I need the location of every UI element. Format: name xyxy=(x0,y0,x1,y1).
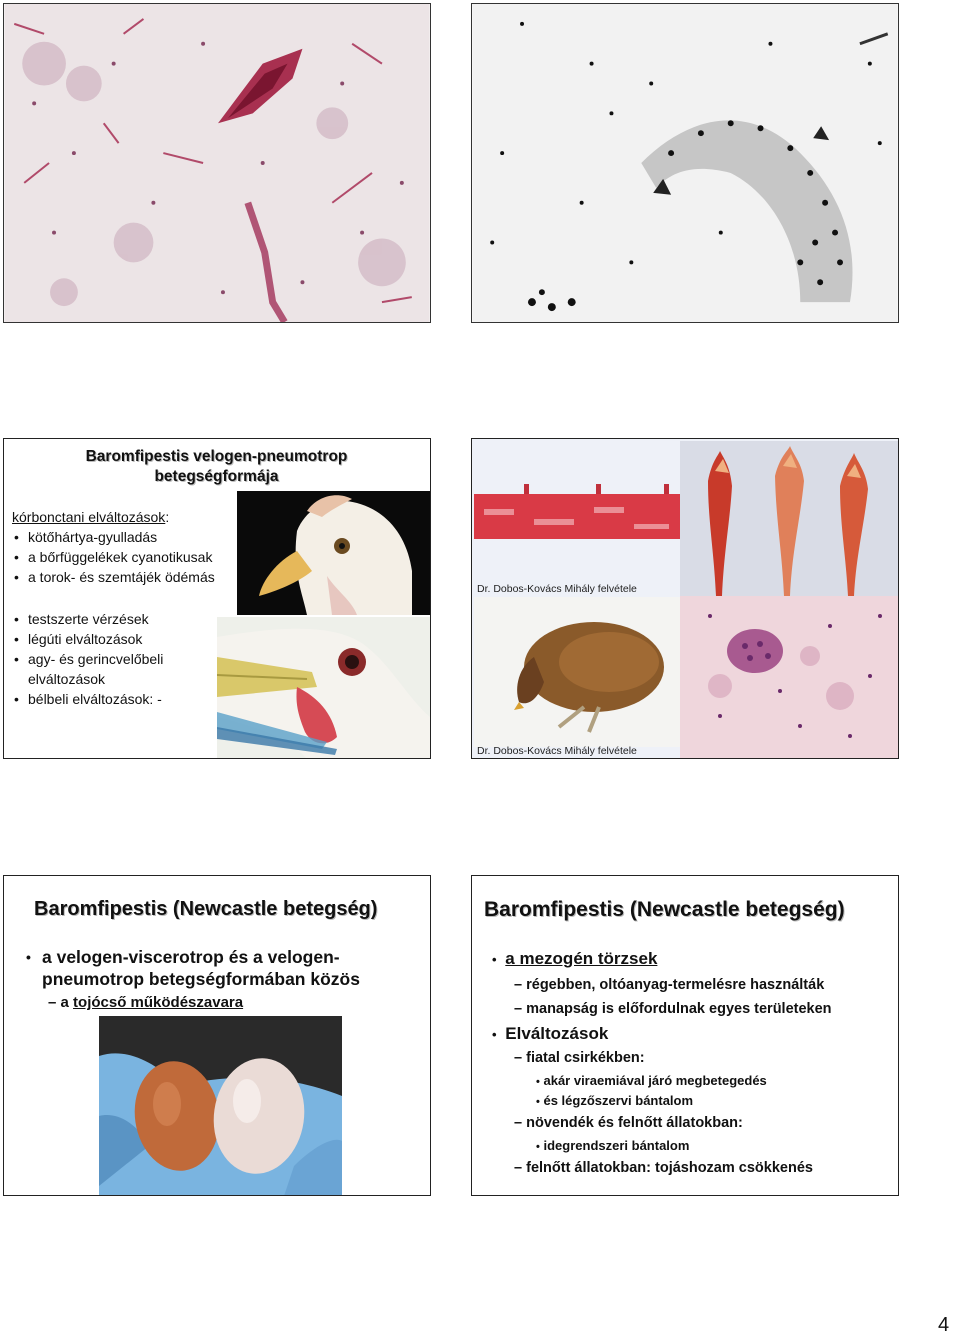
slide-5 xyxy=(471,875,899,1196)
list-item: • a torok- és szemtájék ödémás xyxy=(12,567,242,587)
list-item: • kötőhártya-gyulladás xyxy=(12,527,242,547)
bullet-dot: • xyxy=(536,1076,540,1088)
slide-3 xyxy=(471,438,899,759)
subhead-text: kórbonctani elváltozások xyxy=(12,509,166,525)
slide-2 xyxy=(3,438,431,759)
list-item: • agy- és gerincvelőbeli elváltozások xyxy=(12,649,212,689)
level1-elvaltozasok xyxy=(492,1024,608,1044)
level2-item xyxy=(514,1050,645,1066)
bullet-text: a velogen-viscerotrop és a velogen-pneumotrop betegségformában közös xyxy=(42,947,360,989)
slide-4-bullet xyxy=(26,946,431,990)
sick-chicken-photo xyxy=(474,597,680,747)
dash: – xyxy=(514,1050,523,1066)
subhead-line xyxy=(12,509,169,525)
list-item: • légúti elváltozások xyxy=(12,629,212,649)
level3-text: idegrendszeri bántalom xyxy=(543,1138,690,1153)
level1-mezogen xyxy=(492,949,657,969)
intestine-photo xyxy=(474,479,680,549)
chicken-head-swollen-photo xyxy=(217,617,430,759)
slide-4-subbullet xyxy=(48,994,243,1011)
bullet-dot: • xyxy=(492,952,497,967)
sub-underlined: tojócső működészavara xyxy=(73,994,244,1011)
slide-5-title: Baromfipestis (Newcastle betegség) xyxy=(484,898,845,921)
elvaltozasok-text: Elváltozások xyxy=(505,1024,609,1043)
slide-2-title: Baromfipestis velogen-pneumotrop betegségformája xyxy=(85,448,348,485)
slide-1 xyxy=(3,3,431,323)
dash: – xyxy=(514,977,523,993)
bullet-dot: • xyxy=(536,1096,540,1108)
level3-item xyxy=(536,1138,689,1153)
level2-item xyxy=(514,1001,832,1017)
dash: – xyxy=(48,994,57,1011)
level2-item xyxy=(514,977,824,993)
proventriculus-photo xyxy=(680,441,898,596)
level3-text: és légzőszervi bántalom xyxy=(543,1093,694,1108)
sub-prefix: a xyxy=(60,994,74,1011)
findings-list-b xyxy=(12,609,212,709)
dash: – xyxy=(514,1160,523,1176)
chicken-head-photo xyxy=(237,491,430,615)
page-number: 4 xyxy=(938,1314,950,1336)
level2-text: felnőtt állatokban: tojáshozam csökkenés xyxy=(526,1160,813,1176)
level2-text: manapság is előfordulnak egyes területeken xyxy=(526,1001,832,1017)
level2-text: növendék és felnőtt állatokban: xyxy=(526,1115,743,1131)
histology-image-bw-stain xyxy=(471,3,899,323)
slide-4 xyxy=(3,875,431,1196)
level2-item xyxy=(514,1115,743,1131)
level2-text: fiatal csirkékben: xyxy=(526,1050,645,1066)
eggs-photo xyxy=(99,1016,342,1196)
histology-image-brain xyxy=(680,596,898,758)
photo-credit-bottom: Dr. Dobos-Kovács Mihály felvétele xyxy=(477,745,637,757)
bullet-dot: • xyxy=(536,1141,540,1153)
dash: – xyxy=(514,1115,523,1131)
level2-text: régebben, oltóanyag-termelésre használták xyxy=(526,977,825,993)
mezogen-text: a mezogén törzsek xyxy=(505,949,658,968)
dash: – xyxy=(514,1001,523,1017)
histology-image-he-stain xyxy=(3,3,431,323)
level3-text: akár viraemiával járó megbetegedés xyxy=(543,1073,767,1088)
subhead-colon: : xyxy=(165,509,170,525)
bullet-dot: • xyxy=(26,949,31,965)
slide-4-title: Baromfipestis (Newcastle betegség) xyxy=(34,898,378,920)
bullet-dot: • xyxy=(492,1027,497,1042)
level3-item xyxy=(536,1073,767,1088)
list-item: • testszerte vérzések xyxy=(12,609,212,629)
list-item: • a bőrfüggelékek cyanotikusak xyxy=(12,547,242,567)
list-item: • bélbeli elváltozások: - xyxy=(12,689,212,709)
level3-item xyxy=(536,1093,693,1108)
level2-item xyxy=(514,1160,813,1176)
photo-credit-top: Dr. Dobos-Kovács Mihály felvétele xyxy=(477,583,637,595)
findings-list-a xyxy=(12,527,242,587)
